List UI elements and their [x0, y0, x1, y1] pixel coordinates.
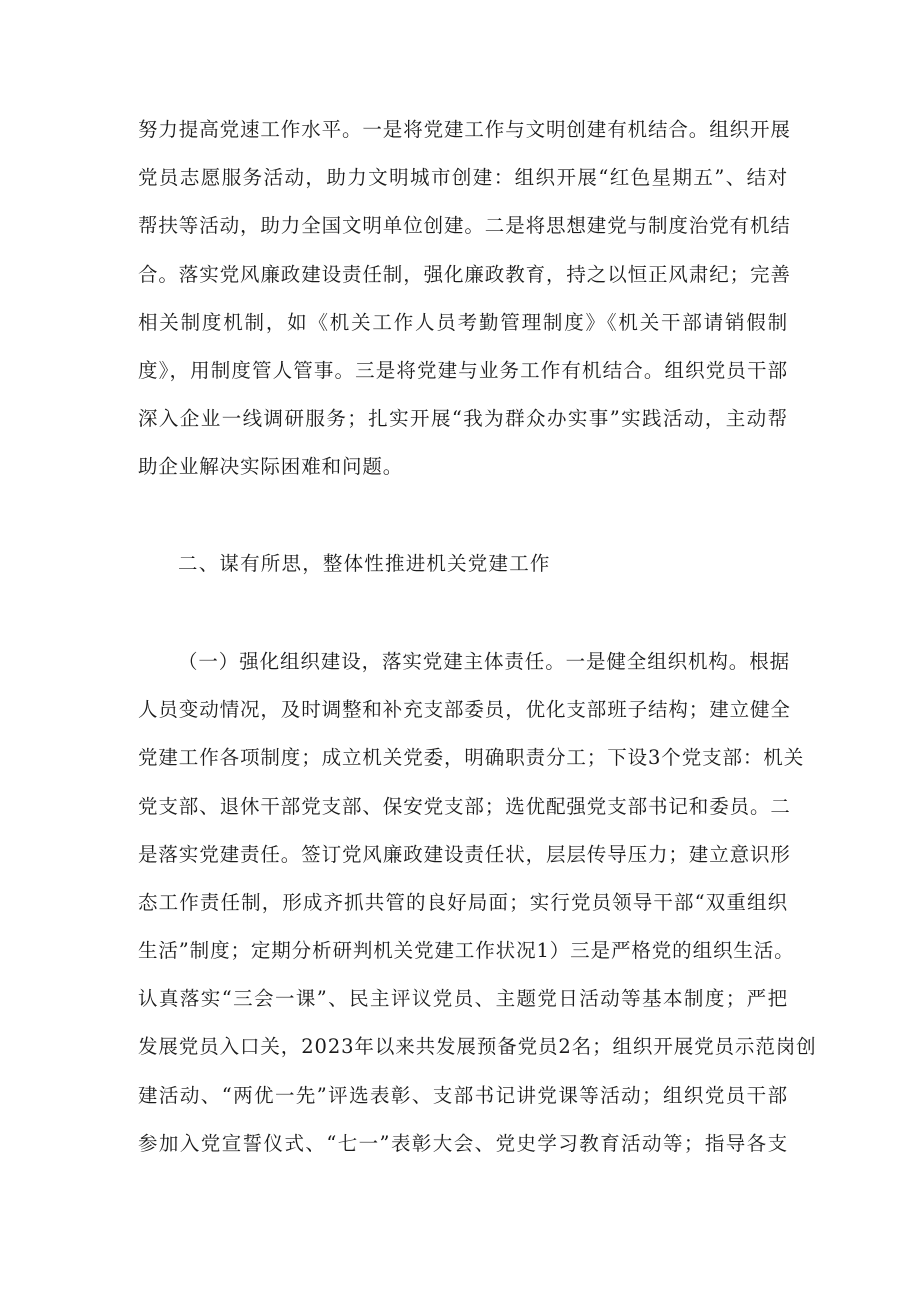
paragraph-2-line-3: 党建工作各项制度；成立机关党委，明确职责分工；下设3个党支部：机关: [138, 746, 805, 769]
paragraph-1-line-3: 帮扶等活动，助力全国文明单位创建。二是将思想建党与制度治党有机结: [138, 214, 791, 237]
paragraph-2-line-6: 态工作责任制，形成齐抓共管的良好局面；实行党员领导干部“双重组织: [138, 891, 788, 914]
paragraph-2-line-5: 是落实党建责任。签订党风廉政建设责任状，层层传导压力；建立意识形: [138, 843, 791, 866]
paragraph-2-line-11: 参加入党宣誓仪式、“七一”表彰大会、党史学习教育活动等；指导各支: [138, 1132, 788, 1155]
paragraph-1-line-4: 合。落实党风廉政建设责任制，强化廉政教育，持之以恒正风肃纪；完善: [138, 263, 791, 286]
paragraph-2-line-1: （一）强化组织建设，落实党建主体责任。一是健全组织机构。根据: [178, 650, 791, 673]
section-heading: 二、谋有所思，整体性推进机关党建工作: [178, 552, 551, 575]
paragraph-1-line-8: 助企业解决实际困难和问题。: [138, 455, 404, 478]
paragraph-1-line-6: 度》，用制度管人管事。三是将党建与业务工作有机结合。组织党员干部: [138, 359, 788, 382]
paragraph-1-line-1: 努力提高党速工作水平。一是将党建工作与文明创建有机结合。组织开展: [138, 118, 791, 141]
paragraph-2-line-8: 认真落实“三会一课”、民主评议党员、主题党日活动等基本制度；严把: [138, 987, 788, 1010]
paragraph-1-line-7: 深入企业一线调研服务；扎实开展“我为群众办实事”实践活动，主动帮: [138, 407, 788, 430]
paragraph-2-line-10: 建活动、“两优一先”评选表彰、支部书记讲党课等活动；组织党员干部: [138, 1084, 788, 1107]
paragraph-1-line-2: 党员志愿服务活动，助力文明城市创建：组织开展“红色星期五”、结对: [138, 166, 788, 189]
paragraph-1-line-5: 相关制度机制，如《机关工作人员考勤管理制度》《机关干部请销假制: [138, 311, 788, 334]
paragraph-2-line-2: 人员变动情况，及时调整和补充支部委员，优化支部班子结构；建立健全: [138, 698, 791, 721]
paragraph-2-line-4: 党支部、退休干部党支部、保安党支部；选优配强党支部书记和委员。二: [138, 795, 791, 818]
paragraph-2-line-9: 发展党员入口关，2023年以来共发展预备党员2名；组织开展党员示范岗创: [138, 1035, 817, 1058]
paragraph-2-line-7: 生活”制度；定期分析研判机关党建工作状况1）三是严格党的组织生活。: [138, 939, 795, 962]
